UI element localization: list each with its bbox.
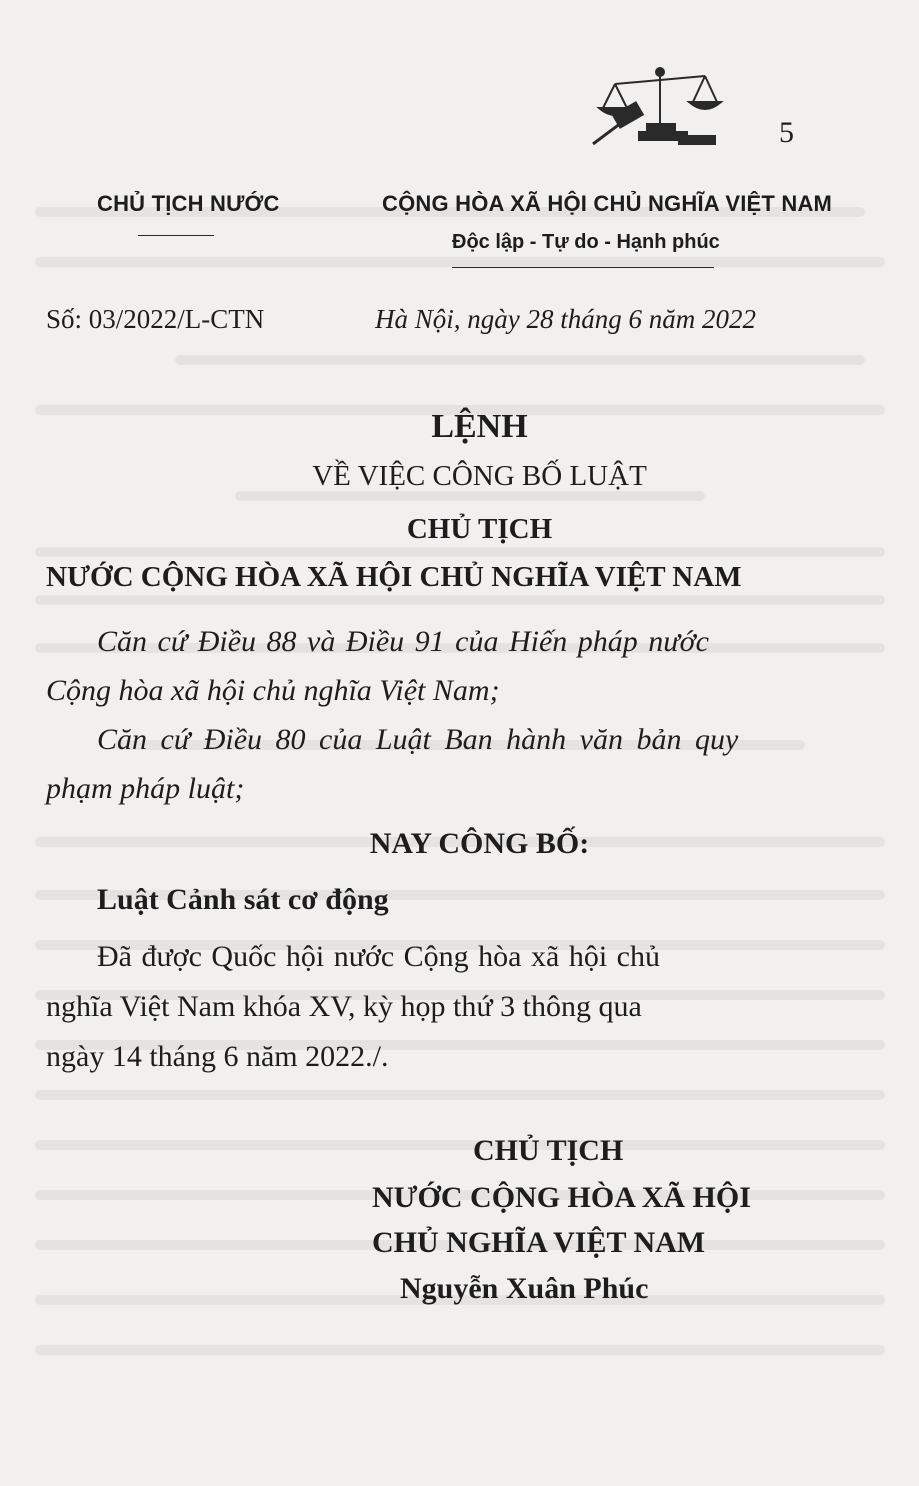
issuer-underline [138, 235, 214, 236]
document-title: LỆNH [431, 408, 528, 445]
signature-title: CHỦ NGHĨA VIỆT NAM [372, 1226, 706, 1259]
announce-heading: NAY CÔNG BỐ: [369, 827, 590, 860]
basis-line: phạm pháp luật; [46, 772, 245, 805]
issuer-name: CHỦ TỊCH NƯỚC [97, 191, 280, 216]
document-subtitle: VỀ VIỆC CÔNG BỐ LUẬT [312, 460, 647, 492]
basis-line: Căn cứ Điều 88 và Điều 91 của Hiến pháp nước [97, 625, 709, 658]
signature-title: NƯỚC CỘNG HÒA XÃ HỘI [372, 1181, 751, 1214]
body-line: ngày 14 tháng 6 năm 2022./. [46, 1040, 389, 1073]
motto-underline [452, 267, 714, 268]
authority-country: NƯỚC CỘNG HÒA XÃ HỘI CHỦ NGHĨA VIỆT NAM [46, 561, 742, 593]
place-and-date: Hà Nội, ngày 28 tháng 6 năm 2022 [375, 304, 756, 334]
body-line: nghĩa Việt Nam khóa XV, kỳ họp thứ 3 thông qua [46, 990, 642, 1023]
authority-title: CHỦ TỊCH [406, 513, 553, 545]
national-motto: Độc lập - Tự do - Hạnh phúc [452, 231, 720, 253]
basis-line: Căn cứ Điều 80 của Luật Ban hành văn bản quy [97, 723, 739, 756]
law-name: Luật Cảnh sát cơ động [97, 883, 389, 916]
signature-title: CHỦ TỊCH [473, 1134, 624, 1167]
country-name: CỘNG HÒA XÃ HỘI CHỦ NGHĨA VIỆT NAM [382, 191, 833, 216]
scales-of-justice-gavel-icon [585, 62, 735, 152]
body-line: Đã được Quốc hội nước Cộng hòa xã hội chủ [97, 940, 660, 973]
basis-line: Cộng hòa xã hội chủ nghĩa Việt Nam; [46, 674, 500, 707]
page-number: 5 [779, 116, 794, 149]
document-number: Số: 03/2022/L-CTN [46, 304, 265, 334]
signer-name: Nguyễn Xuân Phúc [400, 1272, 649, 1305]
